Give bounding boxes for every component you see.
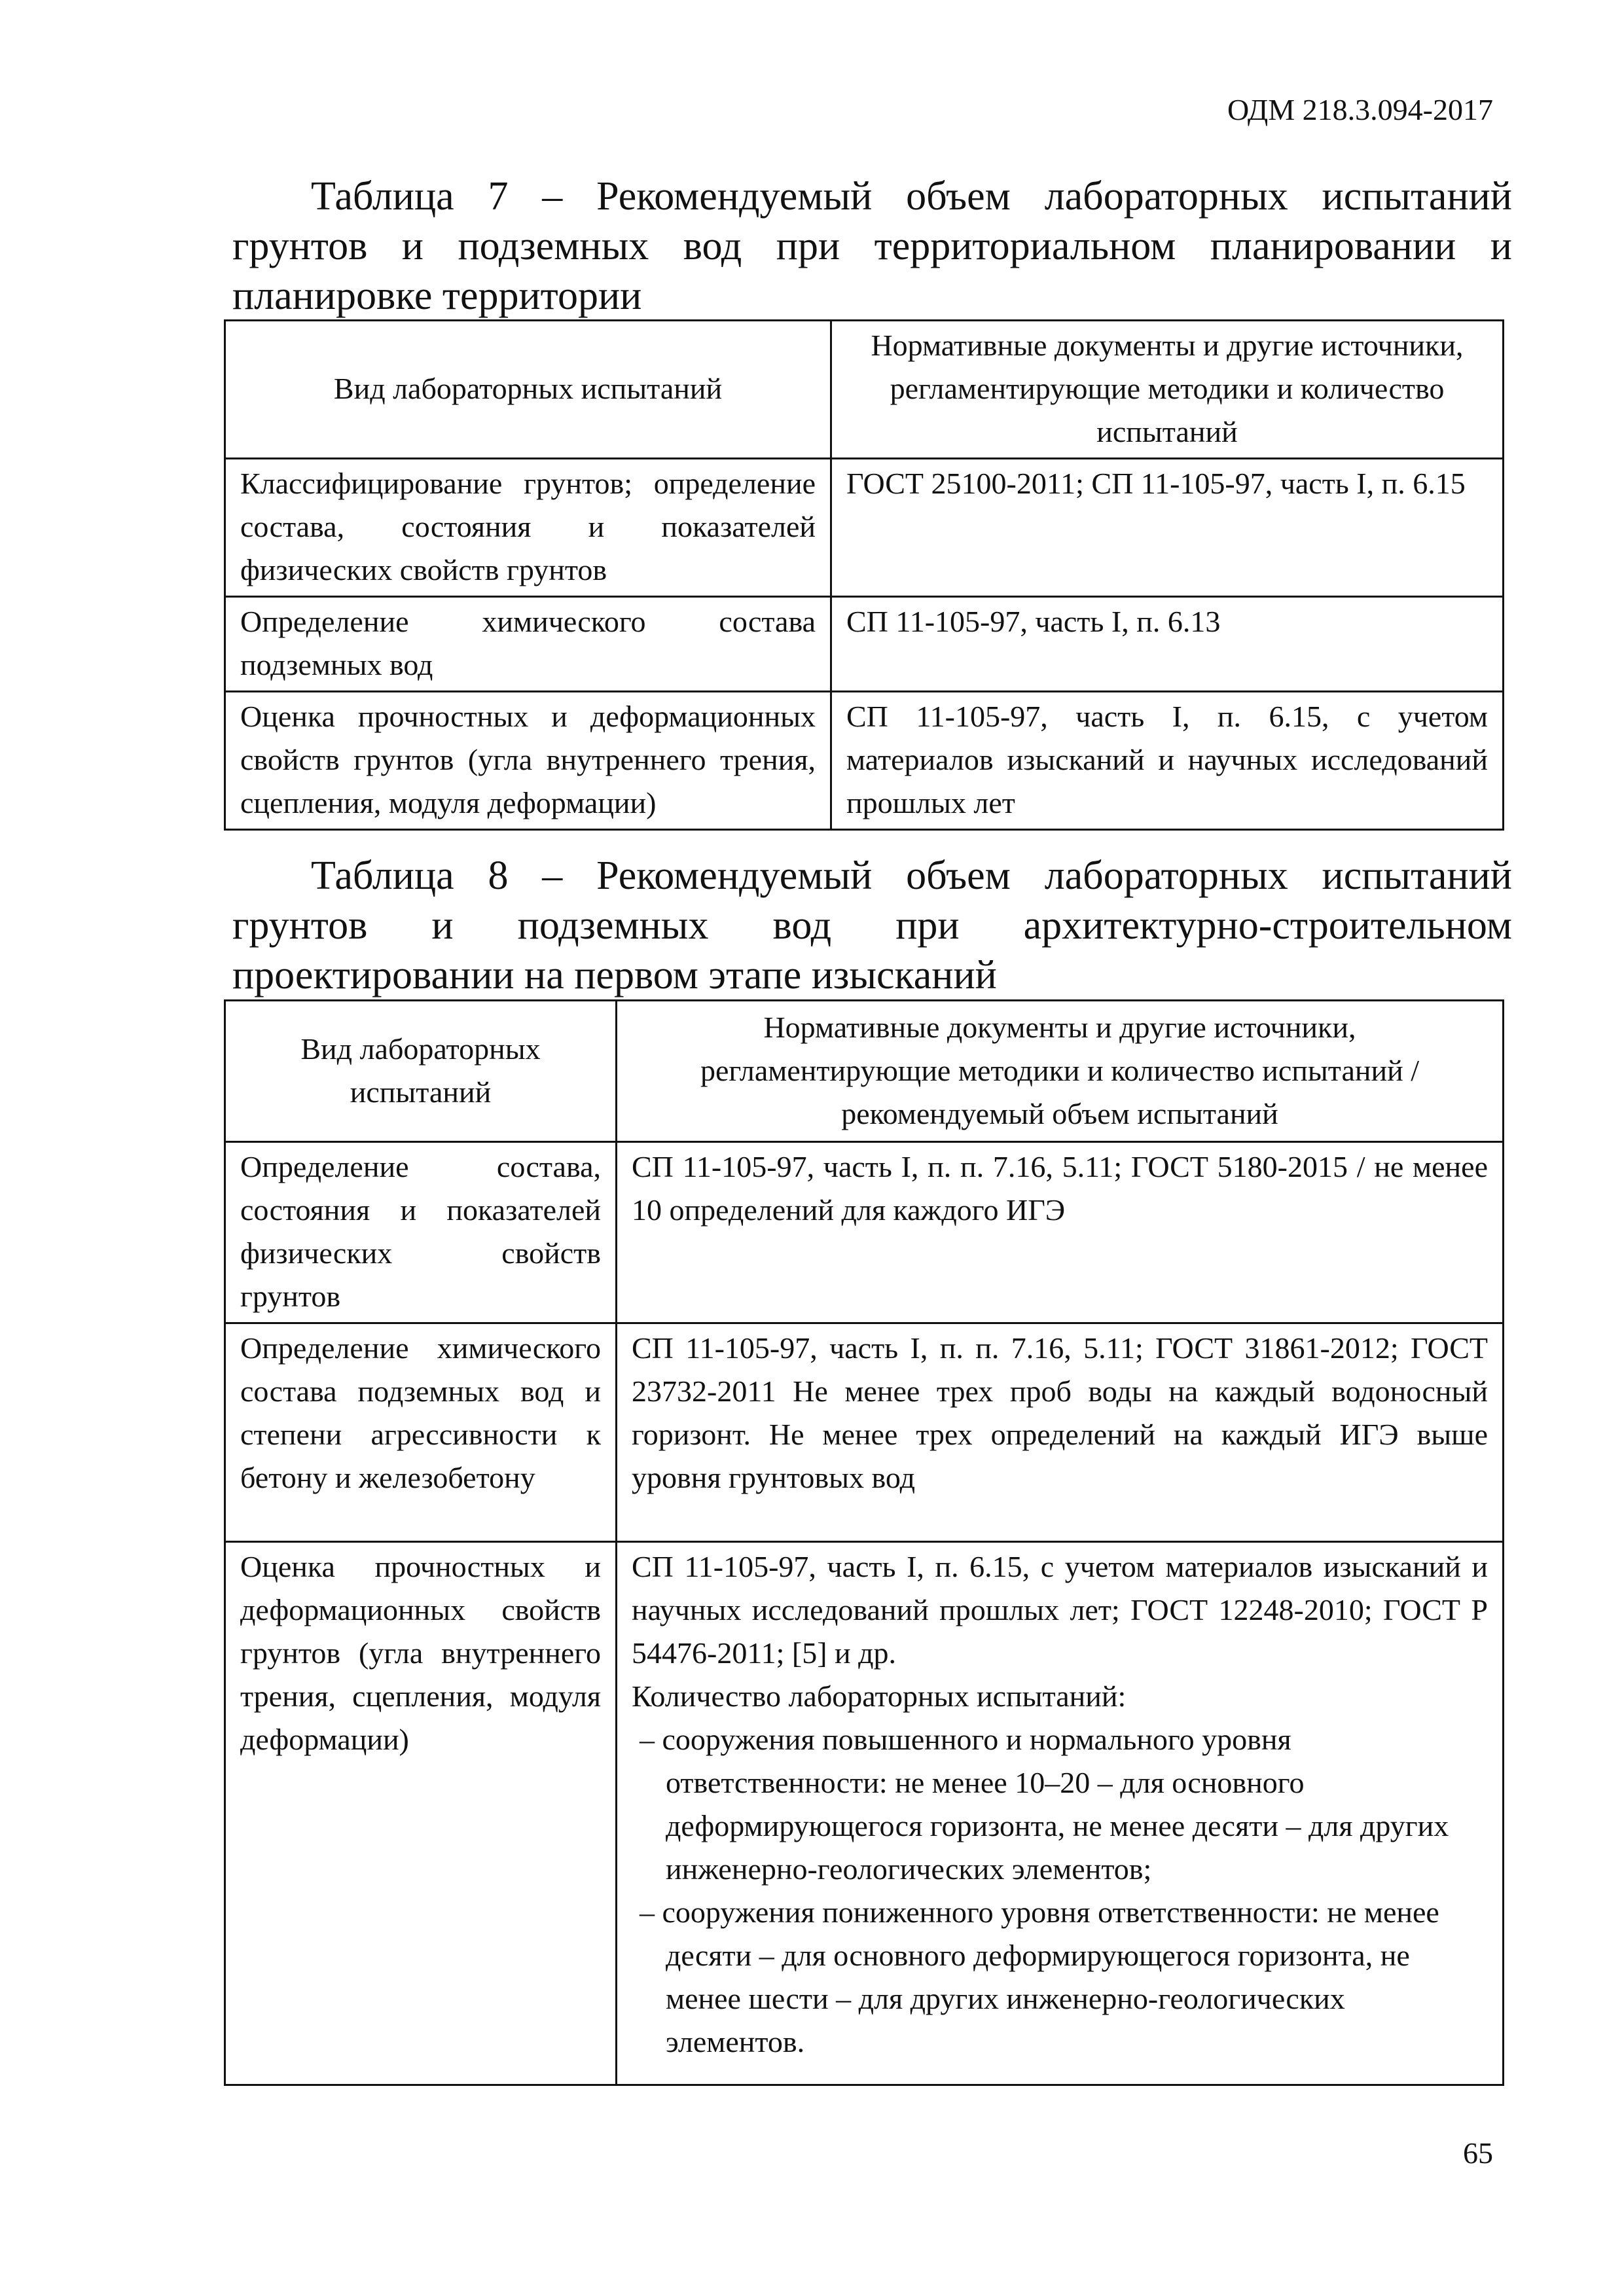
table8-row3-source: СП 11-105-97, часть I, п. 6.15, с учетом материалов изысканий и научных исследований прошлых лет; ГОСТ 12248-2010; ГОСТ Р 54476-2011; [5] и др.	[632, 1550, 1488, 1670]
table-row	[225, 597, 1504, 692]
table7-header-row	[225, 321, 1504, 459]
table8	[224, 999, 1504, 2086]
table7-caption-text: Таблица 7 – Рекомендуемый объем лабораторных испытаний грунтов и подземных вод при территориальном планировании и планировке территории	[232, 174, 1512, 318]
table8-row3-type: Оценка прочностных и деформационных свойств грунтов (угла внутреннего трения, сцепления, модуля деформации)	[225, 1542, 617, 2085]
table8-row3-bullet-2: – сооружения пониженного уровня ответственности: не менее десяти – для основного деформирующегося горизонта, не менее шести – для других инженерно-геологических элементов.	[640, 1895, 1439, 2058]
table7-row1-type: Классифицирование грунтов; определение состава, состояния и показателей физических свойств грунтов	[225, 459, 831, 597]
table7-row2-source: СП 11-105-97, часть I, п. 6.13	[831, 597, 1504, 692]
table-row	[225, 1542, 1504, 2085]
table8-header-row	[225, 1001, 1504, 1142]
table8-row2-type: Определение химического состава подземных вод и степени агрессивности к бетону и железобетону	[225, 1323, 617, 1542]
table-row	[225, 1142, 1504, 1323]
table7-header-type: Вид лабораторных испытаний	[225, 321, 831, 459]
table8-row3-quantity-title: Количество лабораторных испытаний:	[632, 1679, 1127, 1713]
table7-row2-type: Определение химического состава подземных вод	[225, 597, 831, 692]
table7-row3-type: Оценка прочностных и деформационных свойств грунтов (угла внутреннего трения, сцепления, модуля деформации)	[225, 692, 831, 830]
table8-row3-bullet-1: – сооружения повышенного и нормального уровня ответственности: не менее 10–20 – для основного деформирующегося горизонта, не менее десяти – для других инженерно-геологических элементов;	[640, 1723, 1449, 1886]
table8-caption-text: Таблица 8 – Рекомендуемый объем лабораторных испытаний грунтов и подземных вод при архитектурно-строительном проектировании на первом этапе изысканий	[232, 853, 1512, 997]
table8-row1-source: СП 11-105-97, часть I, п. п. 7.16, 5.11; ГОСТ 5180-2015 / не менее 10 определений для каждого ИГЭ	[617, 1142, 1504, 1323]
table-row	[225, 1323, 1504, 1542]
table8-row2-source: СП 11-105-97, часть I, п. п. 7.16, 5.11; ГОСТ 31861-2012; ГОСТ 23732-2011 Не менее трех проб воды на каждый водоносный горизонт. Не менее трех определений на каждый ИГЭ выше уровня грунтовых вод	[617, 1323, 1504, 1542]
table-row	[225, 459, 1504, 597]
table7-caption	[232, 171, 1512, 321]
table8-caption	[232, 851, 1512, 1000]
table7-header-source: Нормативные документы и другие источники, регламентирующие методики и количество испытаний	[831, 321, 1504, 459]
table8-header-type: Вид лабораторных испытаний	[225, 1001, 617, 1142]
table7-row3-source: СП 11-105-97, часть I, п. 6.15, с учетом материалов изысканий и научных исследований прошлых лет	[831, 692, 1504, 830]
table8-row1-type: Определение состава, состояния и показателей физических свойств грунтов	[225, 1142, 617, 1323]
page-number: 65	[1463, 2136, 1493, 2170]
document-code: ОДМ 218.3.094-2017	[1227, 93, 1493, 126]
table8-row3-source-cell	[617, 1542, 1504, 2085]
table-row	[225, 692, 1504, 830]
table7-row1-source: ГОСТ 25100-2011; СП 11-105-97, часть I, п. 6.15	[831, 459, 1504, 597]
table8-header-source: Нормативные документы и другие источники, регламентирующие методики и количество испытаний / рекомендуемый объем испытаний	[617, 1001, 1504, 1142]
table7	[224, 319, 1504, 831]
